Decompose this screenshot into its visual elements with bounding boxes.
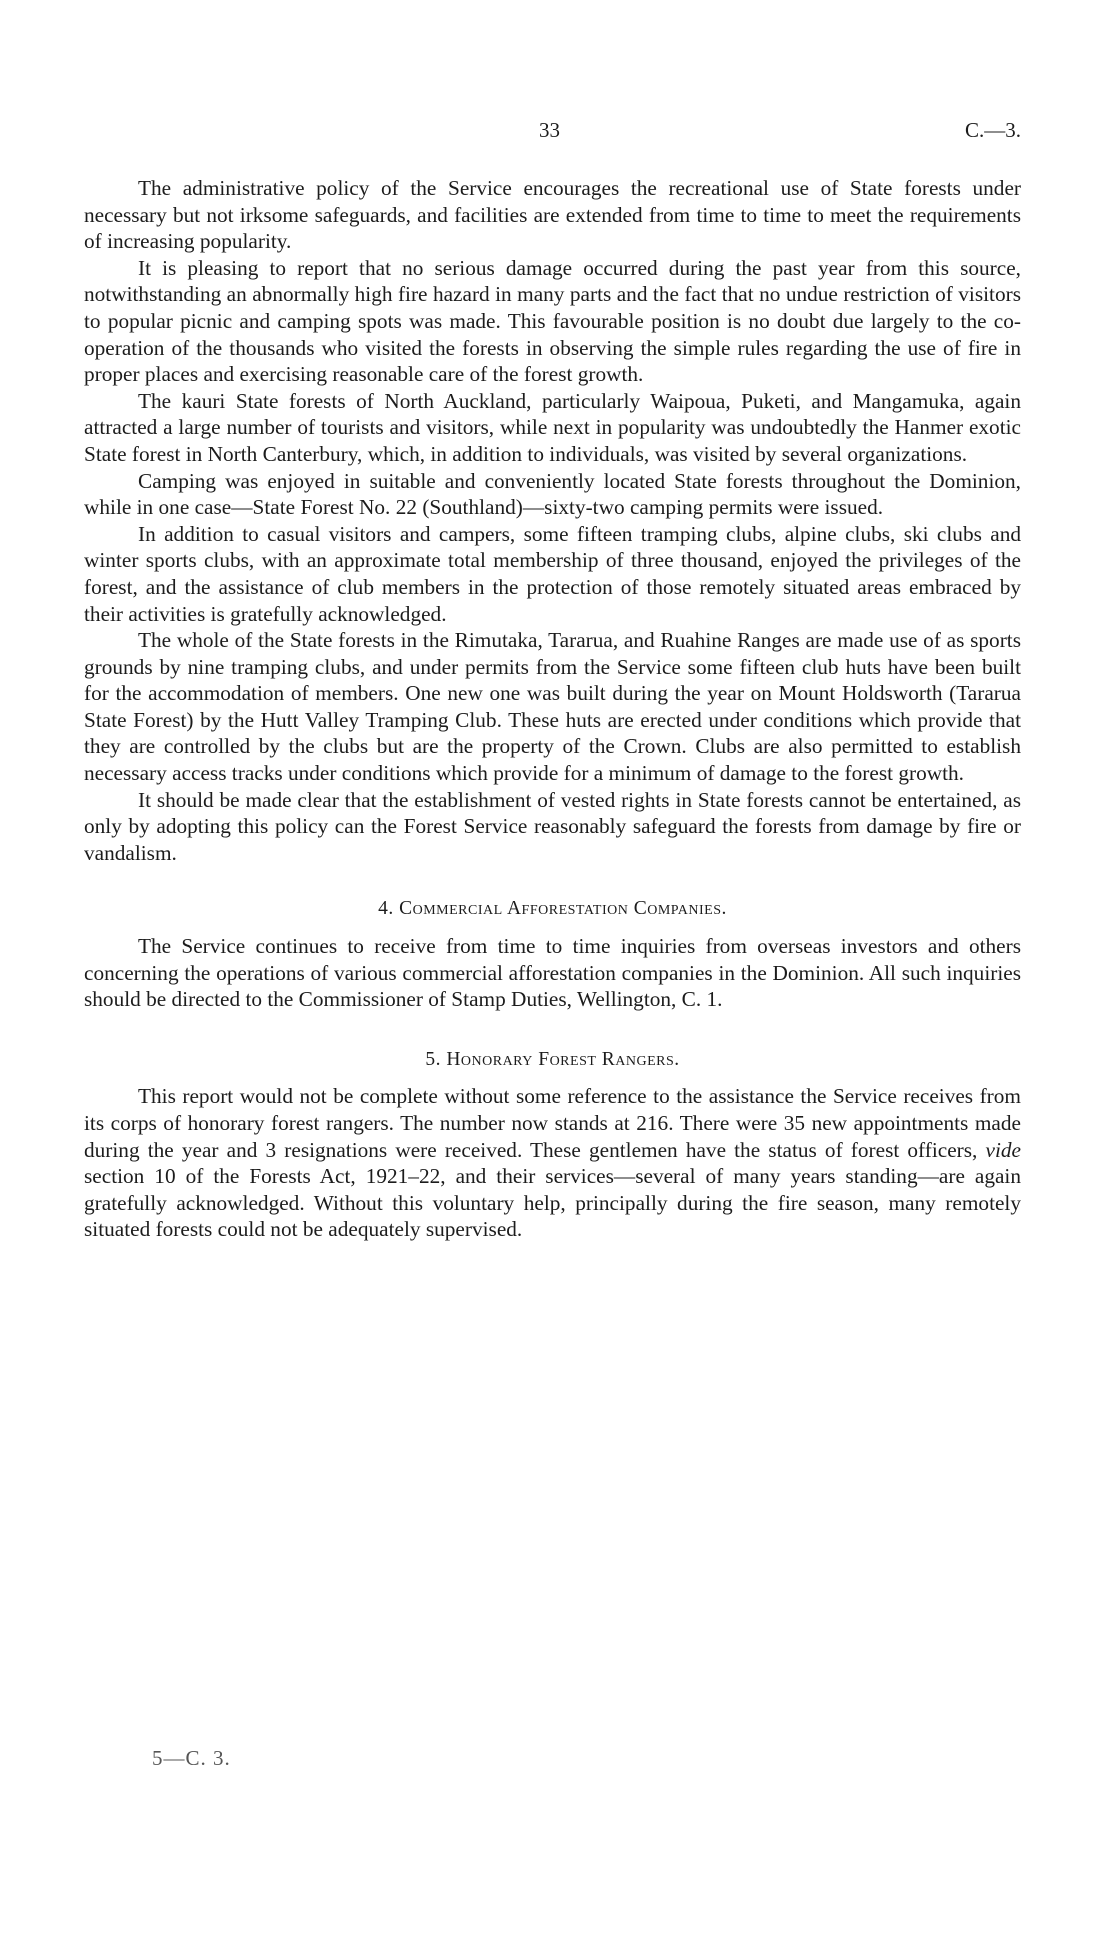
paragraph-tramping-clubs: In addition to casual visitors and campers, some fifteen tramping clubs, alpine clubs, ski clubs and winter sports clubs, with an approximate total membership of three thousand, enjoyed the privileges of the forest, and the assistance of club members in the protection of those remotely situated areas embraced by their activities is gratefully acknowledged. (84, 521, 1021, 626)
paragraph-kauri-forests: The kauri State forests of North Auckland, particularly Waipoua, Puketi, and Mangamuka, again attracted a large number of tourists and visitors, while next in popularity was undoubtedly the Hanmer exotic State forest in North Canterbury, which, in addition to individuals, was visited by several organizations. (84, 388, 1021, 466)
paragraph-club-huts: The whole of the State forests in the Rimutaka, Tararua, and Ruahine Ranges are made use of as sports grounds by nine tramping clubs, and under permits from the Service some fifteen club huts have been built for the accommodation of members. One new one was built during the year on Mount Holdsworth (Tararua State Forest) by the Hutt Valley Tramping Club. These huts are erected under conditions which provide that they are controlled by the clubs but are the property of the Crown. Clubs are also permitted to establish necessary access tracks under conditions which provide for a minimum of damage to the forest growth. (84, 628, 1021, 786)
rangers-italic-vide: vide (985, 1137, 1021, 1162)
page-number: 33 (539, 118, 560, 142)
paragraph-honorary-rangers (84, 1083, 1021, 1243)
paragraph-afforestation-inquiries: The Service continues to receive from time to time inquiries from overseas investors and others concerning the operations of various commercial afforestation companies in the Dominion. All such inquiries should be directed to the Commissioner of Stamp Duties, Wellington, C. 1. (84, 934, 1021, 1012)
document-reference: C.—3. (964, 118, 1021, 142)
section-heading-afforestation: 4. Commercial Afforestation Companies. (378, 898, 727, 920)
body-text (84, 175, 1021, 1243)
rangers-text-part-1: This report would not be complete without some reference to the assistance the Service receives from its corps of honorary forest rangers. The number now stands at 216. There were 35 new appointments made during the year and 3 resignations were received. These gentlemen have the status of forest officers, (84, 1084, 1021, 1162)
paragraph-fire-damage: It is pleasing to report that no serious damage occurred during the past year from this source, notwithstanding an abnormally high fire hazard in many parts and the fact that no undue restriction of visitors to popular picnic and camping spots was made. This favourable position is no doubt due largely to the co-operation of the thousands who visited the forests in observing the simple rules regarding the use of fire in proper places and exercising reasonable care of the forest growth. (84, 255, 1021, 387)
paragraph-camping: Camping was enjoyed in suitable and conveniently located State forests throughout the Dominion, while in one case—State Forest No. 22 (Southland)—sixty-two camping permits were issued. (84, 468, 1021, 520)
rangers-text-part-2: section 10 of the Forests Act, 1921–22, and their services—several of many years standing—are again gratefully acknowledged. Without this voluntary help, principally during the fire season, many remotely situated forests could not be adequately supervised. (84, 1164, 1021, 1242)
paragraph-recreational-policy: The administrative policy of the Service encourages the recreational use of State forests under necessary but not irksome safeguards, and facilities are extended from time to time to meet the requirements of increasing popularity. (84, 176, 1021, 254)
signature-mark: 5—C. 3. (152, 1746, 231, 1770)
paragraph-vested-rights: It should be made clear that the establishment of vested rights in State forests cannot be entertained, as only by adopting this policy can the Forest Service reasonably safeguard the forests from damage by fire or vandalism. (84, 787, 1021, 865)
section-heading-honorary-rangers: 5. Honorary Forest Rangers. (425, 1048, 680, 1070)
page-header (84, 118, 1021, 148)
